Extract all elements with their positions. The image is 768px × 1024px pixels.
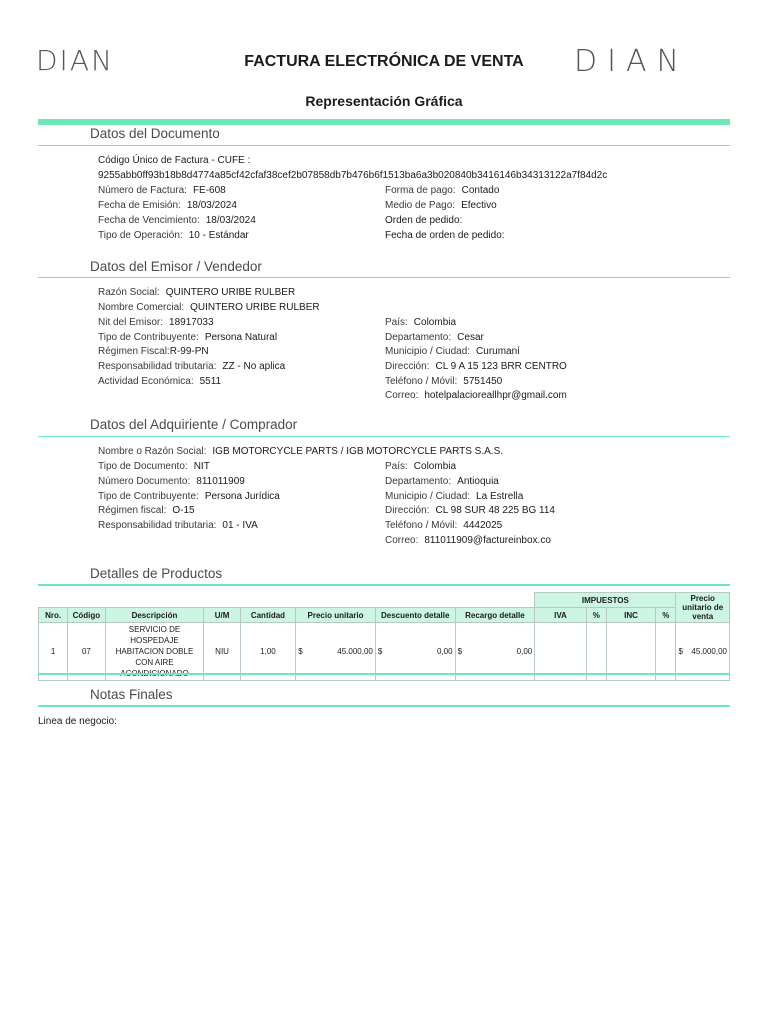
adq-telefono-field [385, 520, 502, 531]
adq-pais-field [385, 461, 456, 472]
emisor-razon-value: QUINTERO URIBE RULBER [165, 287, 296, 298]
col-inc: INC [606, 608, 655, 623]
row-codigo: 07 [68, 623, 105, 681]
emisor-regimen-field [98, 346, 209, 357]
emisor-contribuyente-label: Tipo de Contribuyente: [98, 332, 199, 343]
emisor-nit-value: 18917033 [169, 317, 214, 328]
row-descuento-cell [375, 623, 455, 681]
row-precio-cell [296, 623, 376, 681]
row-precio-venta: 45.000,00 [691, 647, 727, 656]
emisor-municipio-value: Curumaní [476, 346, 520, 357]
adq-pais-value: Colombia [413, 461, 457, 472]
row-recargo-currency: $ [457, 647, 463, 656]
dian-logo-left: DIAN [36, 44, 114, 77]
adq-departamento-value: Antioquia [457, 476, 499, 487]
cufe-label: Código Único de Factura - CUFE : [98, 155, 251, 166]
row-descuento: 0,00 [436, 647, 453, 656]
col-nro: Nro. [39, 608, 68, 623]
adq-nombre-label: Nombre o Razón Social: [98, 446, 207, 457]
col-inc-pct: % [656, 608, 676, 623]
row-nro: 1 [39, 623, 68, 681]
numero-factura-value: FE-608 [192, 185, 226, 196]
adq-direccion-label: Dirección: [385, 505, 430, 516]
emisor-contribuyente-value: Persona Natural [204, 332, 278, 343]
tipo-operacion-field [98, 230, 249, 241]
products-header-group-row [39, 593, 730, 608]
adq-municipio-value: La Estrella [476, 491, 524, 502]
emisor-pais-label: País: [385, 317, 408, 328]
col-um: U/M [204, 608, 240, 623]
table-row [39, 623, 730, 681]
adq-responsabilidad-label: Responsabilidad tributaria: [98, 520, 217, 531]
emisor-comercial-field [98, 302, 320, 313]
emisor-comercial-value: QUINTERO URIBE RULBER [190, 302, 320, 313]
adq-municipio-label: Municipio / Ciudad: [385, 491, 471, 502]
section-divider [38, 584, 730, 586]
row-recargo-cell [455, 623, 535, 681]
cufe-value: 9255abb0ff93b18b8d4774a85cf42cfaf38cef2b07858db7b476b6f1513ba6a3b020840b3416146b34313122a7f84d2c [98, 170, 608, 181]
emisor-actividad-field [98, 376, 221, 387]
header-divider-bar [38, 119, 730, 125]
invoice-title: FACTURA ELECTRÓNICA DE VENTA [244, 53, 524, 70]
emisor-telefono-value: 5751450 [463, 376, 503, 387]
emisor-direccion-label: Dirección: [385, 361, 430, 372]
adq-contribuyente-value: Persona Jurídica [204, 491, 280, 502]
emisor-razon-label: Razón Social: [98, 287, 160, 298]
row-inc-pct [656, 623, 676, 681]
medio-pago-field [385, 200, 497, 211]
forma-pago-value: Contado [461, 185, 500, 196]
adq-regimen-label: Régimen fiscal: [98, 505, 167, 516]
emisor-contribuyente-field [98, 332, 277, 343]
emisor-nit-label: Nit del Emisor: [98, 317, 164, 328]
emisor-departamento-field [385, 332, 484, 343]
col-codigo: Código [68, 608, 105, 623]
emisor-regimen-label: Régimen Fiscal: [98, 346, 170, 357]
emisor-direccion-field [385, 361, 567, 372]
emisor-municipio-field [385, 346, 520, 357]
col-cantidad: Cantidad [240, 608, 295, 623]
numero-factura-label: Número de Factura: [98, 185, 187, 196]
adq-nombre-field [98, 446, 503, 457]
emisor-telefono-field [385, 376, 502, 387]
emisor-comercial-label: Nombre Comercial: [98, 302, 185, 313]
adq-telefono-value: 4442025 [463, 520, 503, 531]
section-title-notas: Notas Finales [90, 687, 173, 702]
invoice-subtitle: Representación Gráfica [305, 93, 463, 109]
section-divider [38, 436, 730, 437]
products-table [38, 592, 730, 681]
adq-responsabilidad-field [98, 520, 258, 531]
emisor-responsabilidad-label: Responsabilidad tributaria: [98, 361, 217, 372]
section-title-productos: Detalles de Productos [90, 566, 223, 581]
col-recargo: Recargo detalle [455, 608, 535, 623]
adq-contribuyente-field [98, 491, 280, 502]
adq-correo-value: 811011909@factureinbox.co [424, 535, 551, 546]
adq-municipio-field [385, 491, 523, 502]
section-divider [38, 277, 730, 278]
col-iva-pct: % [586, 608, 606, 623]
row-cantidad: 1,00 [240, 623, 295, 681]
fecha-emision-label: Fecha de Emisión: [98, 200, 181, 211]
adq-tipo-doc-field [98, 461, 210, 472]
section-title-documento: Datos del Documento [90, 126, 220, 141]
emisor-correo-label: Correo: [385, 390, 419, 401]
tipo-operacion-label: Tipo de Operación: [98, 230, 183, 241]
adq-departamento-field [385, 476, 499, 487]
fecha-vencimiento-field [98, 215, 256, 226]
row-descuento-currency: $ [377, 647, 383, 656]
table-bottom-divider [38, 673, 730, 675]
adq-regimen-value: O-15 [172, 505, 195, 516]
adq-tipo-doc-label: Tipo de Documento: [98, 461, 188, 472]
emisor-correo-value: hotelpalacioreallhpr@gmail.com [424, 390, 567, 401]
emisor-departamento-label: Departamento: [385, 332, 452, 343]
adq-responsabilidad-value: 01 - IVA [222, 520, 258, 531]
section-divider [38, 145, 730, 146]
precio-venta-header: Precio unitario de venta [676, 593, 730, 623]
products-header-row [39, 608, 730, 623]
fecha-vencimiento-label: Fecha de Vencimiento: [98, 215, 200, 226]
adq-correo-field [385, 535, 551, 546]
fecha-vencimiento-value: 18/03/2024 [205, 215, 256, 226]
row-descripcion: SERVICIO DE HOSPEDAJE HABITACION DOBLE CON AIRE [105, 623, 204, 681]
adq-direccion-value: CL 98 SUR 48 225 BG 114 [435, 505, 555, 516]
emisor-actividad-value: 5511 [199, 376, 222, 387]
col-descuento: Descuento detalle [375, 608, 455, 623]
adq-direccion-field [385, 505, 555, 516]
adq-correo-label: Correo: [385, 535, 419, 546]
tipo-operacion-value: 10 - Estándar [188, 230, 249, 241]
adq-numero-doc-field [98, 476, 245, 487]
row-precio-currency: $ [298, 647, 303, 656]
col-iva: IVA [535, 608, 586, 623]
emisor-pais-field [385, 317, 456, 328]
emisor-actividad-label: Actividad Económica: [98, 376, 194, 387]
row-precio-venta-cell [676, 623, 730, 681]
adq-contribuyente-label: Tipo de Contribuyente: [98, 491, 199, 502]
forma-pago-label: Forma de pago: [385, 185, 456, 196]
emisor-razon-field [98, 287, 295, 298]
adq-pais-label: País: [385, 461, 408, 472]
adq-departamento-label: Departamento: [385, 476, 452, 487]
medio-pago-value: Efectivo [461, 200, 497, 211]
section-divider [38, 705, 730, 707]
impuestos-header: IMPUESTOS [535, 593, 676, 608]
adq-nombre-value: IGB MOTORCYCLE PARTS / IGB MOTORCYCLE PARTS S.A.S. [212, 446, 504, 457]
emisor-direccion-value: CL 9 A 15 123 BRR CENTRO [435, 361, 567, 372]
emisor-responsabilidad-field [98, 361, 285, 372]
adq-numero-doc-label: Número Documento: [98, 476, 191, 487]
medio-pago-label: Medio de Pago: [385, 200, 456, 211]
linea-negocio-label: Linea de negocio: [38, 716, 117, 727]
numero-factura-field [98, 185, 226, 196]
adq-telefono-label: Teléfono / Móvil: [385, 520, 458, 531]
emisor-pais-value: Colombia [413, 317, 457, 328]
forma-pago-field [385, 185, 499, 196]
row-iva-pct [586, 623, 606, 681]
fecha-orden-pedido-label: Fecha de orden de pedido: [385, 230, 505, 241]
col-descripcion: Descripción [105, 608, 204, 623]
emisor-correo-field [385, 390, 567, 401]
fecha-emision-value: 18/03/2024 [186, 200, 237, 211]
emisor-municipio-label: Municipio / Ciudad: [385, 346, 471, 357]
adq-numero-doc-value: 811011909 [196, 476, 245, 487]
row-precio-venta-currency: $ [678, 647, 683, 656]
emisor-responsabilidad-value: ZZ - No aplica [222, 361, 286, 372]
fecha-emision-field [98, 200, 237, 211]
adq-regimen-field [98, 505, 195, 516]
section-title-emisor: Datos del Emisor / Vendedor [90, 259, 262, 274]
orden-pedido-label: Orden de pedido: [385, 215, 463, 226]
emisor-regimen-value: R-99-PN [169, 346, 209, 357]
emisor-nit-field [98, 317, 214, 328]
row-inc [606, 623, 655, 681]
col-precio-unitario: Precio unitario [296, 608, 376, 623]
dian-logo-right: DIAN [574, 44, 689, 79]
row-iva [535, 623, 586, 681]
row-recargo: 0,00 [516, 647, 533, 656]
section-title-adquiriente: Datos del Adquiriente / Comprador [90, 417, 298, 432]
row-precio: 45.000,00 [337, 647, 373, 656]
emisor-departamento-value: Cesar [457, 332, 484, 343]
row-um: NIU [204, 623, 240, 681]
adq-tipo-doc-value: NIT [193, 461, 210, 472]
emisor-telefono-label: Teléfono / Móvil: [385, 376, 458, 387]
